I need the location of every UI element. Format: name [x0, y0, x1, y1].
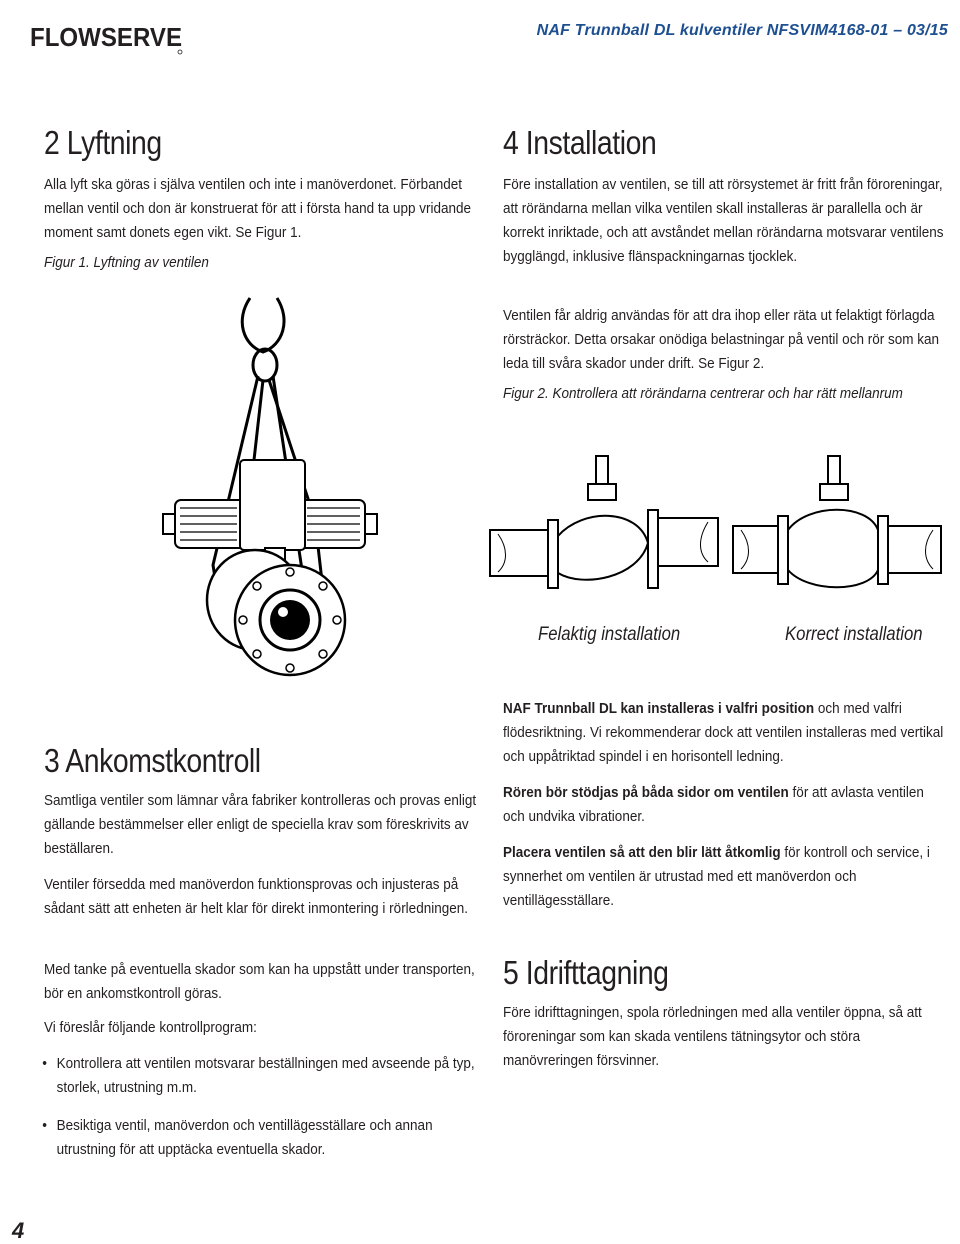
page-number: 4 [12, 1218, 25, 1243]
paragraph-text: för att avlasta ventilen och undvika vibrationer. [503, 784, 924, 825]
section-4-paragraph-4 [503, 781, 944, 829]
list-item: • Besiktiga ventil, manöverdon och ventillägesställare och annan utrustning för att upptäcka eventuella skador. [44, 1114, 483, 1162]
section-4-paragraph-3 [503, 697, 944, 769]
section-3-paragraph-1: Samtliga ventiler som lämnar våra fabriker kontrolleras och provas enligt gällande bestämmelser eller enligt de speciella krav som föreskrivits av beställaren. [44, 792, 477, 857]
control-program-list [44, 1052, 483, 1176]
paragraph-text: och med valfri flödesriktning. Vi rekommenderar dock att ventilen installeras med vertikal och uppåtriktad spindel i en horisontell ledning. [503, 700, 944, 765]
section-5-title: 5 Idrifttagning [503, 954, 669, 991]
section-2-body: Alla lyft ska göras i själva ventilen och inte i manöverdonet. Förbandet mellan ventil och don är konstruerat för att i första hand ta upp vridande moment samt donets egen vikt. Se Figur 1. [44, 176, 472, 241]
label-correct-installation: Korrect installation [785, 624, 923, 645]
flowserve-logo [30, 16, 190, 56]
section-3-title: 3 Ankomstkontroll [44, 742, 261, 779]
list-item: • Kontrollera att ventilen motsvarar beställningen med avseende på typ, storlek, utrustning m.m. [44, 1052, 483, 1100]
section-3-paragraph-4: Vi föreslår följande kontrollprogram: [44, 1019, 257, 1036]
figure-2-pipe-alignment [488, 448, 943, 613]
figure-1-lifting-illustration [155, 290, 395, 685]
section-4-paragraph-2: Ventilen får aldrig användas för att dra ihop eller räta ut felaktigt förlagda rörsträckor. Detta orsakar onödiga belastningar på ventil och rör som kan leda till svåra skador under drift. Se Figur 2. [503, 307, 939, 372]
section-4-paragraph-5 [503, 841, 944, 913]
section-4 [503, 124, 960, 162]
figure-2-caption: Figur 2. Kontrollera att rörändarna centrerar och har rätt mellanrum [503, 385, 903, 402]
emphasis-text: NAF Trunnball DL kan installeras i valfri position [503, 700, 815, 717]
paragraph-text: för kontroll och service, i synnerhet om ventilen är utrustad med ett manöverdon och ventillägesställare. [503, 844, 930, 909]
section-3-paragraph-2: Ventiler försedda med manöverdon funktionsprovas och injusteras på sådant sätt att enheten är helt klar för direkt inmontering i rörledningen. [44, 876, 468, 917]
figure-1-caption: Figur 1. Lyftning av ventilen [44, 254, 209, 271]
section-2 [44, 124, 534, 162]
section-5-body: Före idrifttagningen, spola rörledningen med alla ventiler öppna, så att föroreningar som kan skada ventilens tätningsytor och störa manövreringen försvinner. [503, 1004, 922, 1069]
section-4-paragraph-1: Före installation av ventilen, se till att rörsystemet är fritt från föroreningar, att rörändarna mellan vilka ventilen skall installeras är parallella och är korrekt inriktade, och att avståndet mellan rörändarna motsvarar ventilens bygglängd, inklusive flänspackningarnas tjocklek. [503, 176, 944, 265]
section-3-paragraph-3: Med tanke på eventuella skador som kan ha uppstått under transporten, bör en ankomstkontroll göras. [44, 961, 475, 1002]
section-2-title: 2 Lyftning [44, 124, 162, 161]
document-title: NAF Trunnball DL kulventiler NFSVIM4168-01 – 03/15 [536, 22, 948, 39]
section-3 [44, 742, 296, 780]
emphasis-text: Rören bör stödjas på båda sidor om ventilen [503, 784, 789, 801]
label-incorrect-installation: Felaktig installation [538, 624, 681, 645]
section-5 [503, 954, 695, 992]
emphasis-text: Placera ventilen så att den blir lätt åtkomlig [503, 844, 781, 861]
logo-text: FLOWSERVE [30, 22, 182, 52]
section-4-title: 4 Installation [503, 124, 657, 161]
